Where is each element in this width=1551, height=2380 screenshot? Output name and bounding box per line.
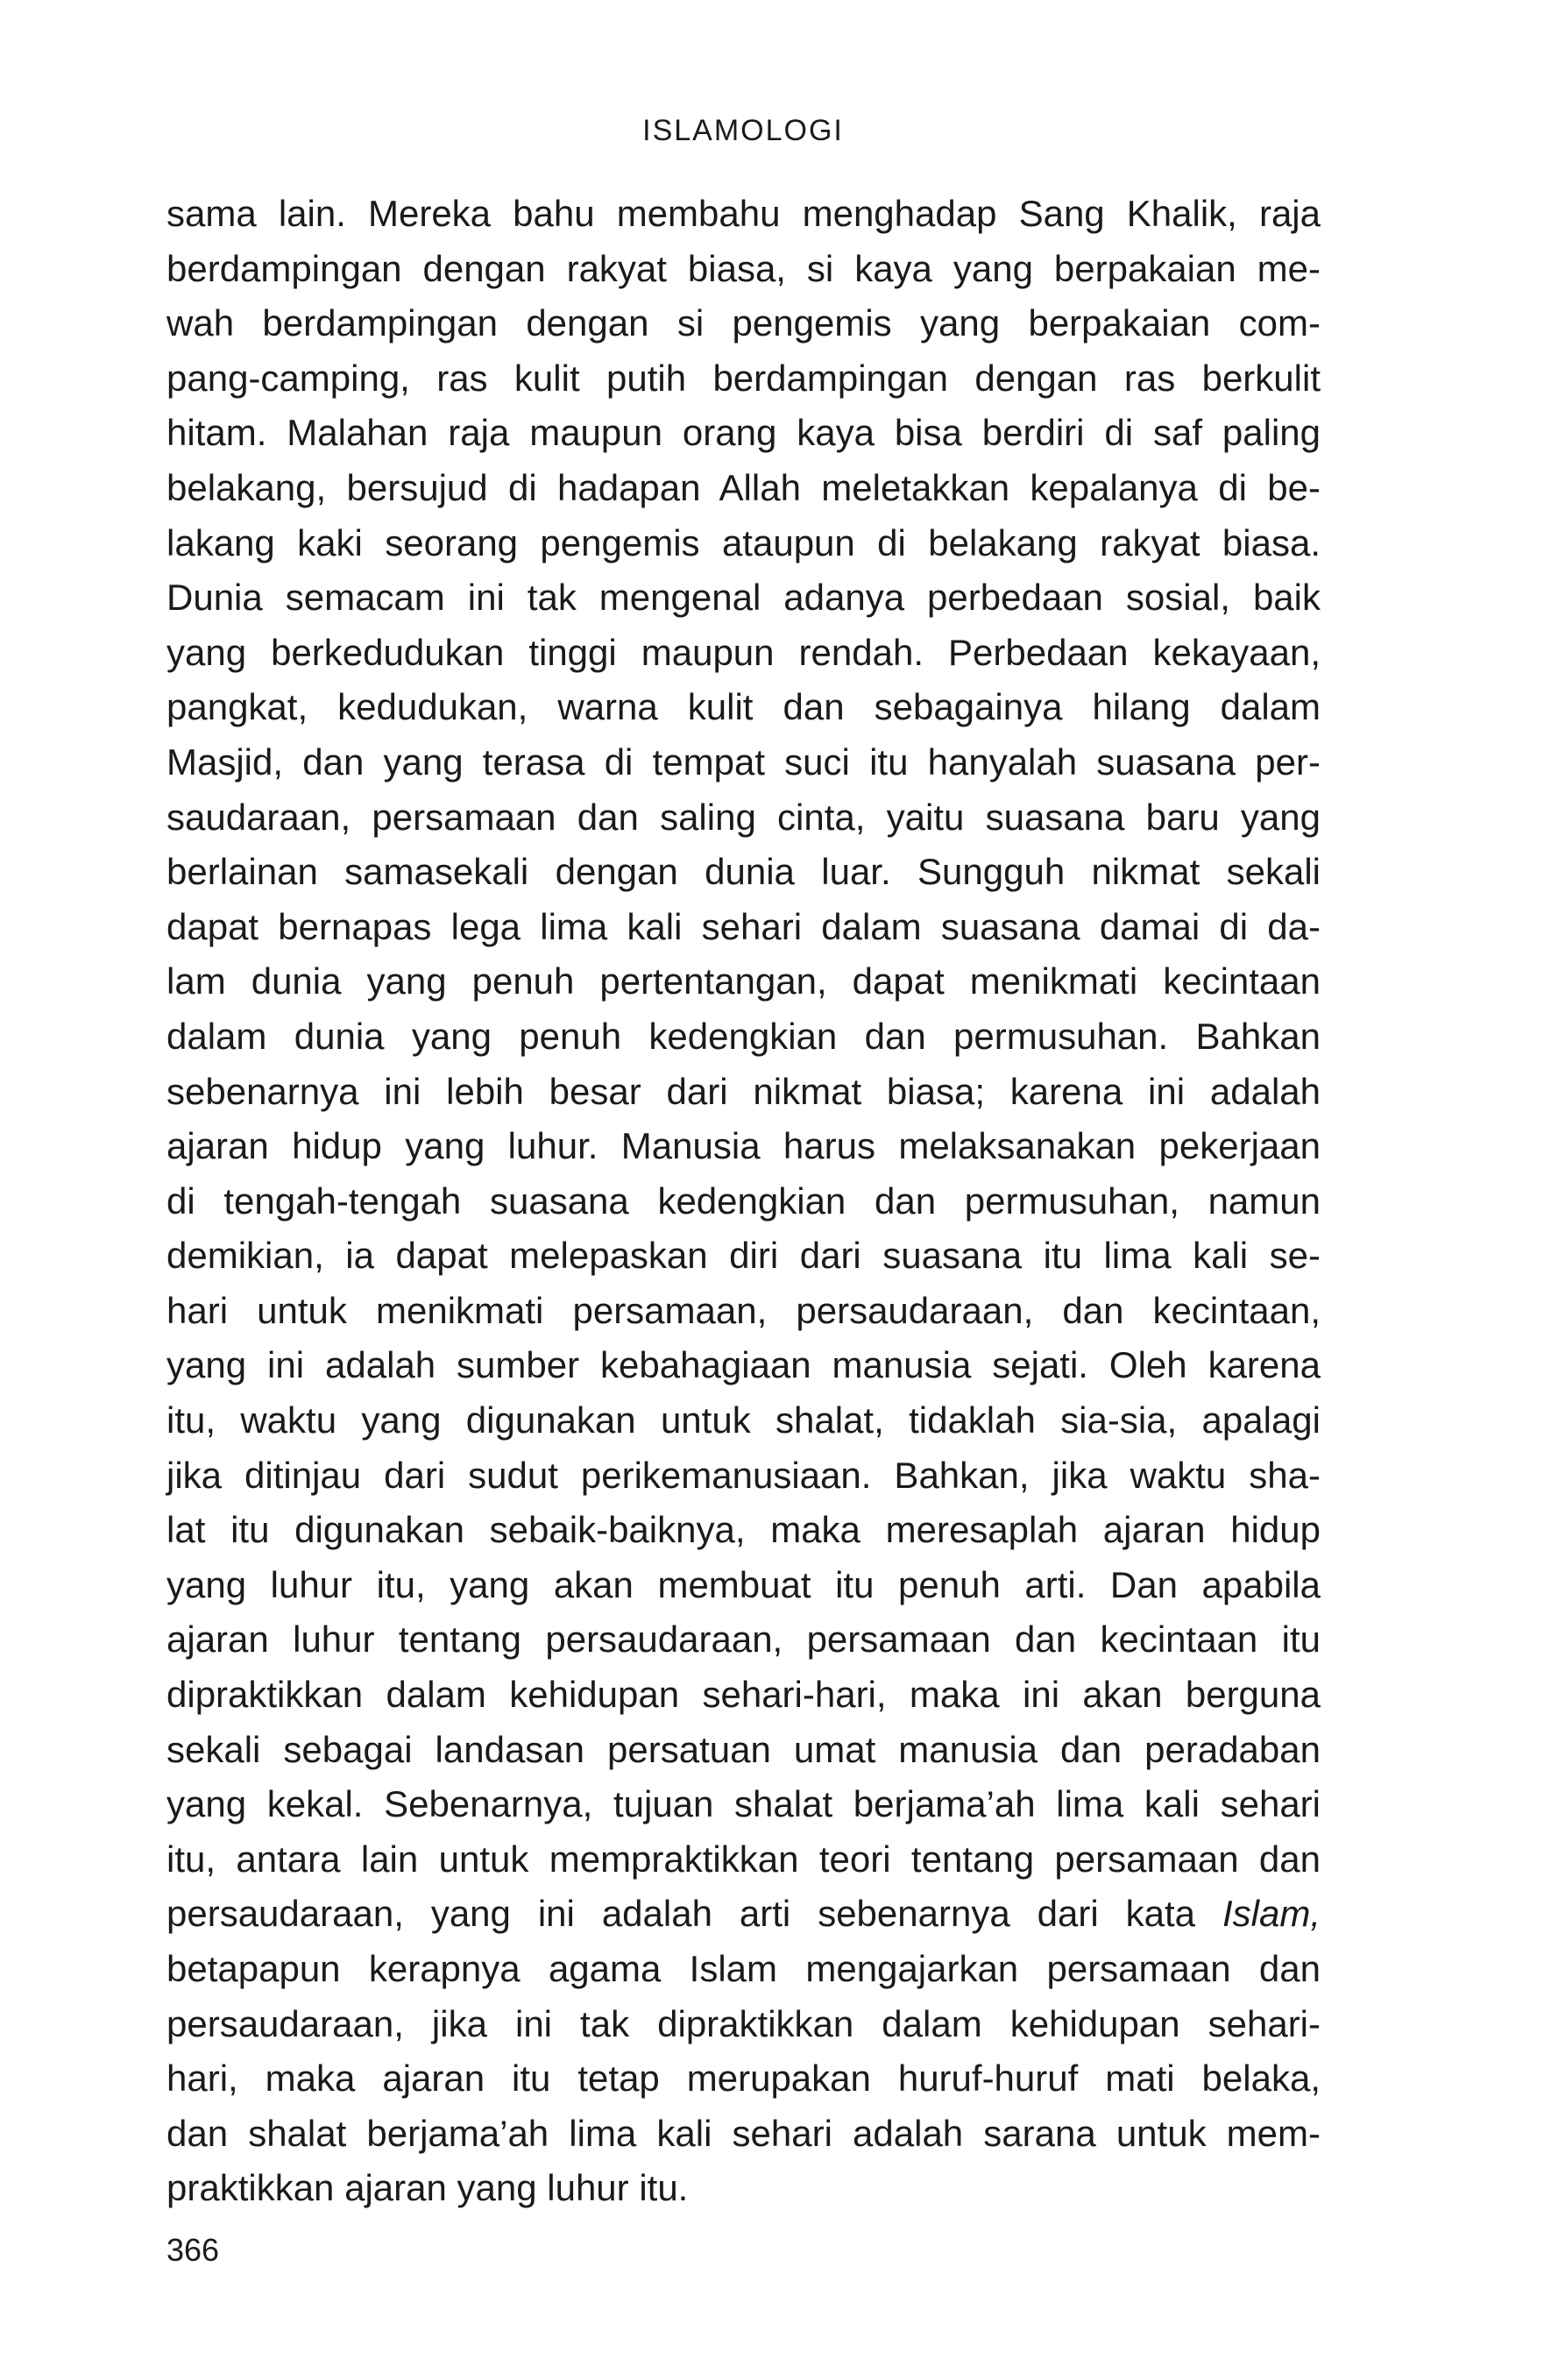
text-line: hitam. Malahan raja maupun orang kaya bisa berdiri di saf paling xyxy=(166,412,1321,454)
text-line: hari untuk menikmati persamaan, persaudaraan, dan kecintaan, xyxy=(166,1289,1321,1331)
text-line: wah berdampingan dengan si pengemis yang berpakaian com- xyxy=(166,302,1321,344)
text-line: sama lain. Mereka bahu membahu menghadap Sang Khalik, raja xyxy=(166,193,1321,234)
text-line: jika ditinjau dari sudut perikemanusiaan. Bahkan, jika waktu sha- xyxy=(166,1454,1321,1496)
text-line-islam-prefix: persaudaraan, yang ini adalah arti sebenarnya dari kata xyxy=(166,1893,1196,1935)
text-line: pang-camping, ras kulit putih berdampingan dengan ras berkulit xyxy=(166,357,1321,399)
text-line: itu, antara lain untuk mempraktikkan teori tentang persamaan dan xyxy=(166,1838,1321,1880)
text-line: saudaraan, persamaan dan saling cinta, yaitu suasana baru yang xyxy=(166,796,1321,838)
running-head: ISLAMOLOGI xyxy=(642,114,844,147)
page-number: 366 xyxy=(166,2232,220,2268)
text-line: belakang, bersujud di hadapan Allah meletakkan kepalanya di be- xyxy=(166,466,1321,508)
text-line: yang kekal. Sebenarnya, tujuan shalat berjama’ah lima kali sehari xyxy=(166,1783,1321,1825)
text-line: dalam dunia yang penuh kedengkian dan permusuhan. Bahkan xyxy=(166,1015,1321,1057)
text-line: pangkat, kedudukan, warna kulit dan sebagainya hilang dalam xyxy=(166,686,1321,728)
text-line: dipraktikkan dalam kehidupan sehari-hari, maka ini akan berguna xyxy=(166,1674,1321,1716)
text-line: persaudaraan, jika ini tak dipraktikkan dalam kehidupan sehari- xyxy=(166,2002,1321,2044)
text-line-last: praktikkan ajaran yang luhur itu. xyxy=(166,2167,689,2209)
text-line: sekali sebagai landasan persatuan umat manusia dan peradaban xyxy=(166,1728,1321,1770)
text-line-islam xyxy=(166,1887,1321,1942)
text-line: demikian, ia dapat melepaskan diri dari suasana itu lima kali se- xyxy=(166,1235,1321,1277)
text-line: di tengah-tengah suasana kedengkian dan permusuhan, namun xyxy=(166,1179,1321,1222)
text-line: yang ini adalah sumber kebahagiaan manusia sejati. Oleh karena xyxy=(166,1344,1321,1386)
text-line: berlainan samasekali dengan dunia luar. Sungguh nikmat sekali xyxy=(166,851,1321,893)
text-line: hari, maka ajaran itu tetap merupakan huruf-huruf mati belaka, xyxy=(166,2058,1321,2100)
text-line: yang luhur itu, yang akan membuat itu penuh arti. Dan apabila xyxy=(166,1563,1321,1605)
text-line: dapat bernapas lega lima kali sehari dalam suasana damai di da- xyxy=(166,905,1321,947)
text-line: yang berkedudukan tinggi maupun rendah. Perbedaan kekayaan, xyxy=(166,631,1321,673)
body-text xyxy=(166,187,1321,2216)
text-line: itu, waktu yang digunakan untuk shalat, tidaklah sia-sia, apalagi xyxy=(166,1399,1321,1441)
text-line: ajaran hidup yang luhur. Manusia harus melaksanakan pekerjaan xyxy=(166,1125,1321,1167)
text-line: dan shalat berjama’ah lima kali sehari adalah sarana untuk mem- xyxy=(166,2112,1321,2154)
text-line: Dunia semacam ini tak mengenal adanya perbedaan sosial, baik xyxy=(166,577,1321,619)
text-line: Masjid, dan yang terasa di tempat suci itu hanyalah suasana per- xyxy=(166,740,1321,783)
italic-term-islam: Islam, xyxy=(1222,1893,1321,1935)
text-line: ajaran luhur tentang persaudaraan, persamaan dan kecintaan itu xyxy=(166,1619,1321,1661)
text-line: berdampingan dengan rakyat biasa, si kaya yang berpakaian me- xyxy=(166,247,1321,289)
text-line: sebenarnya ini lebih besar dari nikmat biasa; karena ini adalah xyxy=(166,1070,1321,1112)
text-line: betapapun kerapnya agama Islam mengajarkan persamaan dan xyxy=(166,1948,1321,1989)
text-line: lat itu digunakan sebaik-baiknya, maka meresaplah ajaran hidup xyxy=(166,1509,1321,1551)
text-line: lakang kaki seorang pengemis ataupun di belakang rakyat biasa. xyxy=(166,521,1321,563)
text-line: lam dunia yang penuh pertentangan, dapat menikmati kecintaan xyxy=(166,960,1321,1002)
